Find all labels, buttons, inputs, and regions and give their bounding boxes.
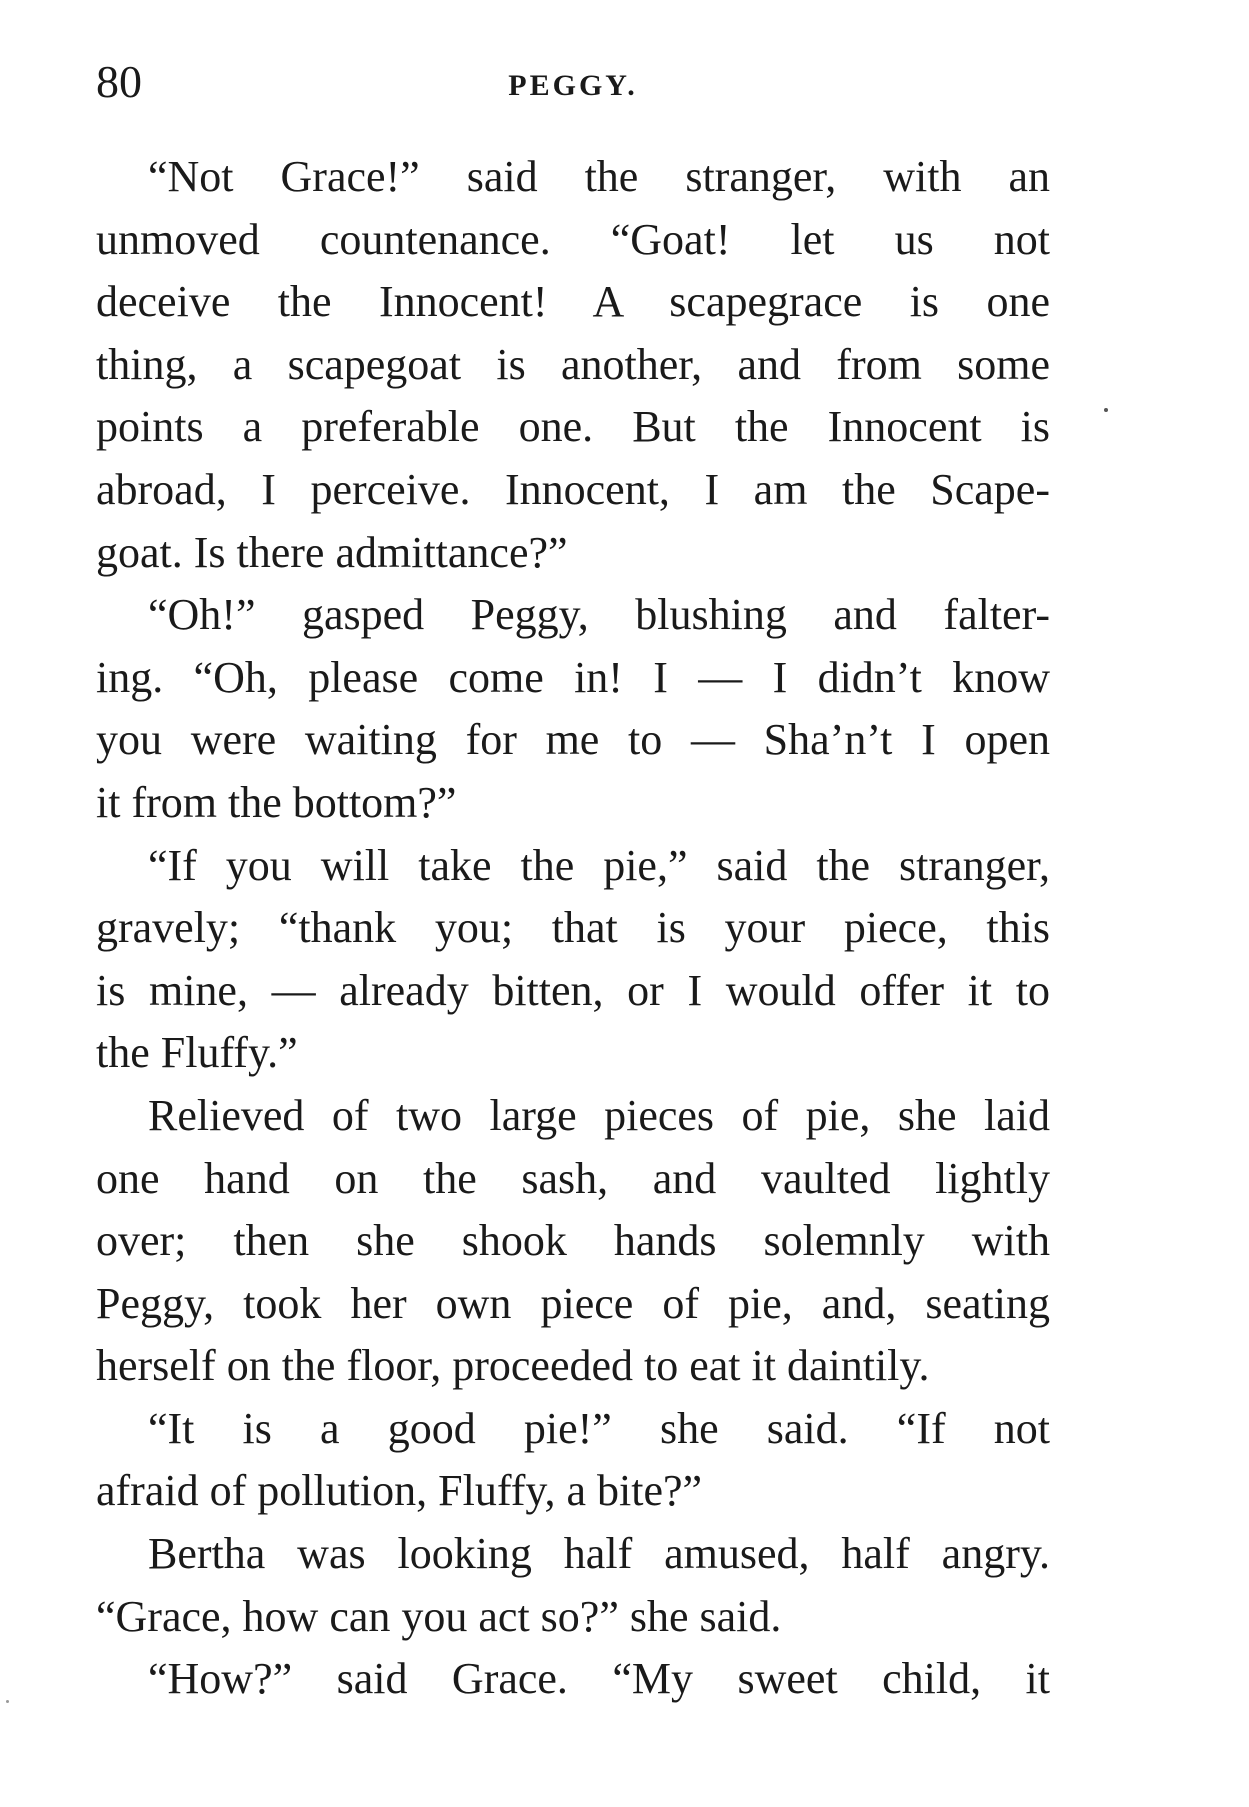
text-line: deceive the Innocent! A scapegrace is one xyxy=(96,277,1050,327)
text-line: is mine, — already bitten, or I would offer it to xyxy=(96,965,1050,1015)
text-line: “Grace, how can you act so?” she said. xyxy=(96,1591,782,1641)
text-line: it from the bottom?” xyxy=(96,777,457,827)
running-title: PEGGY. xyxy=(508,69,638,102)
page-header xyxy=(96,52,1050,112)
body-text xyxy=(96,146,1050,1711)
text-line: “Oh!” gasped Peggy, blushing and falter- xyxy=(148,590,1050,640)
text-line: Bertha was looking half amused, half angry. xyxy=(148,1529,1050,1579)
text-line: Relieved of two large pieces of pie, she laid xyxy=(148,1090,1050,1140)
text-line: “It is a good pie!” she said. “If not xyxy=(148,1403,1050,1453)
text-line: “If you will take the pie,” said the stranger, xyxy=(148,840,1050,890)
text-line: herself on the floor, proceeded to eat it daintily. xyxy=(96,1341,930,1391)
text-line: points a preferable one. But the Innocent is xyxy=(96,402,1050,452)
text-line: goat. Is there admittance?” xyxy=(96,527,568,577)
text-line: Peggy, took her own piece of pie, and, seating xyxy=(96,1278,1050,1328)
text-line: gravely; “thank you; that is your piece, this xyxy=(96,903,1050,953)
text-line: “Not Grace!” said the stranger, with an xyxy=(148,152,1050,201)
text-line: you were waiting for me to — Sha’n’t I open xyxy=(96,715,1050,765)
text-line: over; then she shook hands solemnly with xyxy=(96,1216,1050,1266)
text-line: afraid of pollution, Fluffy, a bite?” xyxy=(96,1466,703,1516)
page-number: 80 xyxy=(96,56,142,107)
text-line: abroad, I perceive. Innocent, I am the Scape- xyxy=(96,464,1050,514)
text-line: the Fluffy.” xyxy=(96,1028,298,1078)
paper-speck xyxy=(6,1700,9,1703)
text-line: ing. “Oh, please come in! I — I didn’t know xyxy=(96,652,1050,702)
text-line: thing, a scapegoat is another, and from some xyxy=(96,339,1050,389)
text-line: “How?” said Grace. “My sweet child, it xyxy=(148,1654,1050,1704)
text-line: unmoved countenance. “Goat! let us not xyxy=(96,214,1050,264)
text-line: one hand on the sash, and vaulted lightly xyxy=(96,1153,1050,1203)
paper-speck xyxy=(1104,408,1108,412)
